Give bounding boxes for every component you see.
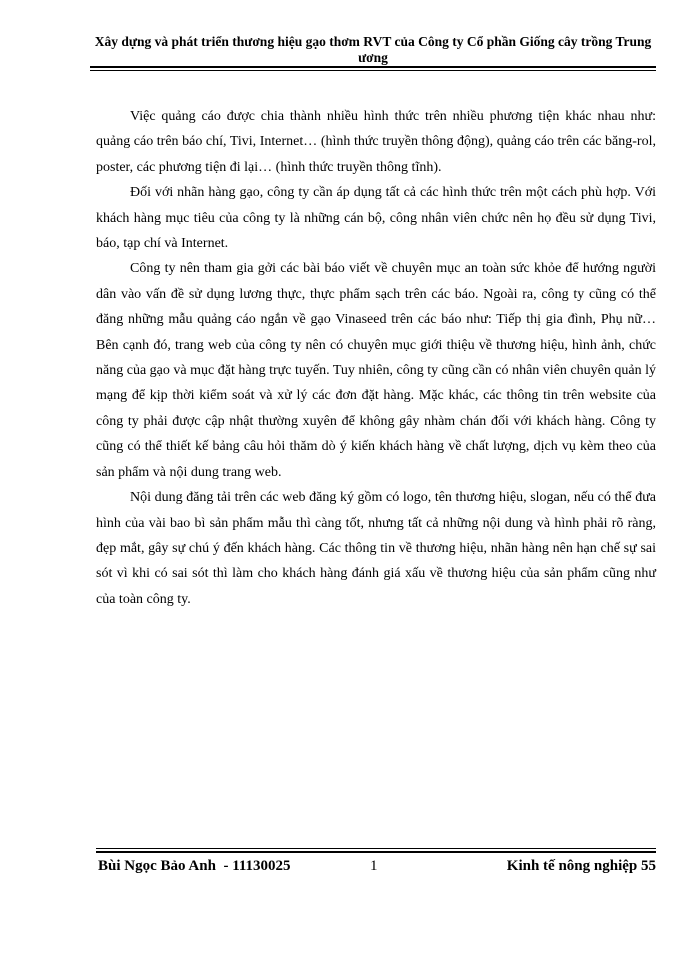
header-divider-thin	[90, 70, 656, 71]
header-divider	[90, 66, 656, 68]
footer-divider	[96, 851, 656, 853]
footer-author: Bùi Ngọc Bảo Anh - 11130025	[98, 858, 291, 874]
paragraph-web-content: Nội dung đăng tải trên các web đăng ký gồm có logo, tên thương hiệu, slogan, nếu có thể đưa hình của vài bao bì sản phẩm mẫu thì càng tốt, nhưng tất cả những nội dung và hình phải rõ ràng, đẹp mắt, gây sự chú ý đến khách hàng. Các thông tin về thương hiệu, nhãn hàng nên hạn chế sự sai sót vì khi có sai sót thì làm cho khách hàng đánh giá xấu về thương hiệu của sản phẩm cũng như của toàn công ty.	[96, 490, 656, 607]
page-footer	[96, 856, 656, 878]
footer-class-name: Kinh tế nông nghiệp 55	[506, 858, 656, 874]
page-number: 1	[370, 858, 378, 874]
document-body	[96, 104, 656, 612]
paragraph-advertising-forms: Việc quảng cáo được chia thành nhiều hình thức trên nhiều phương tiện khác nhau như: quảng cáo trên báo chí, Tivi, Internet… (hình thức truyền thông động), quảng cáo trên các băng-rol, poster, các phương tiện đi lại… (hình thức truyền thông tĩnh).	[96, 109, 656, 175]
paragraph-rice-brand-media: Đối với nhãn hàng gạo, công ty cần áp dụng tất cả các hình thức trên một cách phù hợp. Với khách hàng mục tiêu của công ty là những cán bộ, công nhân viên chức nên họ đều sử dụng Tivi, báo, tạp chí và Internet.	[96, 185, 656, 252]
footer-divider-thin	[96, 848, 656, 849]
paragraph-press-and-website: Công ty nên tham gia gởi các bài báo viết về chuyên mục an toàn sức khỏe để hướng người dân vào vấn đề sử dụng lương thực, thực phẩm sạch trên các báo. Ngoài ra, công ty cũng có thể đăng những mẫu quảng cáo ngắn về gạo Vinaseed trên các báo như: Tiếp thị gia đình, Phụ nữ… Bên cạnh đó, trang web của công ty nên có chuyên mục giới thiệu về thương hiệu, hình ảnh, chức năng của gạo và mục đặt hàng trực tuyến. Tuy nhiên, công ty cũng cần có nhân viên chuyên quản lý mạng để kịp thời kiểm soát và xử lý các đơn đặt hàng. Mặc khác, các thông tin trên website của công ty phải được cập nhật thường xuyên để không gây nhàm chán đối với khách hàng. Công ty cũng có thể thiết kế bảng câu hỏi thăm dò ý kiến khách hàng về chất lượng, dịch vụ kèm theo của sản phẩm và nội dung trang web.	[96, 261, 656, 480]
page-header-title: Xây dựng và phát triển thương hiệu gạo thơm RVT của Công ty Cổ phần Giống cây trồng Trung ương	[94, 34, 652, 65]
